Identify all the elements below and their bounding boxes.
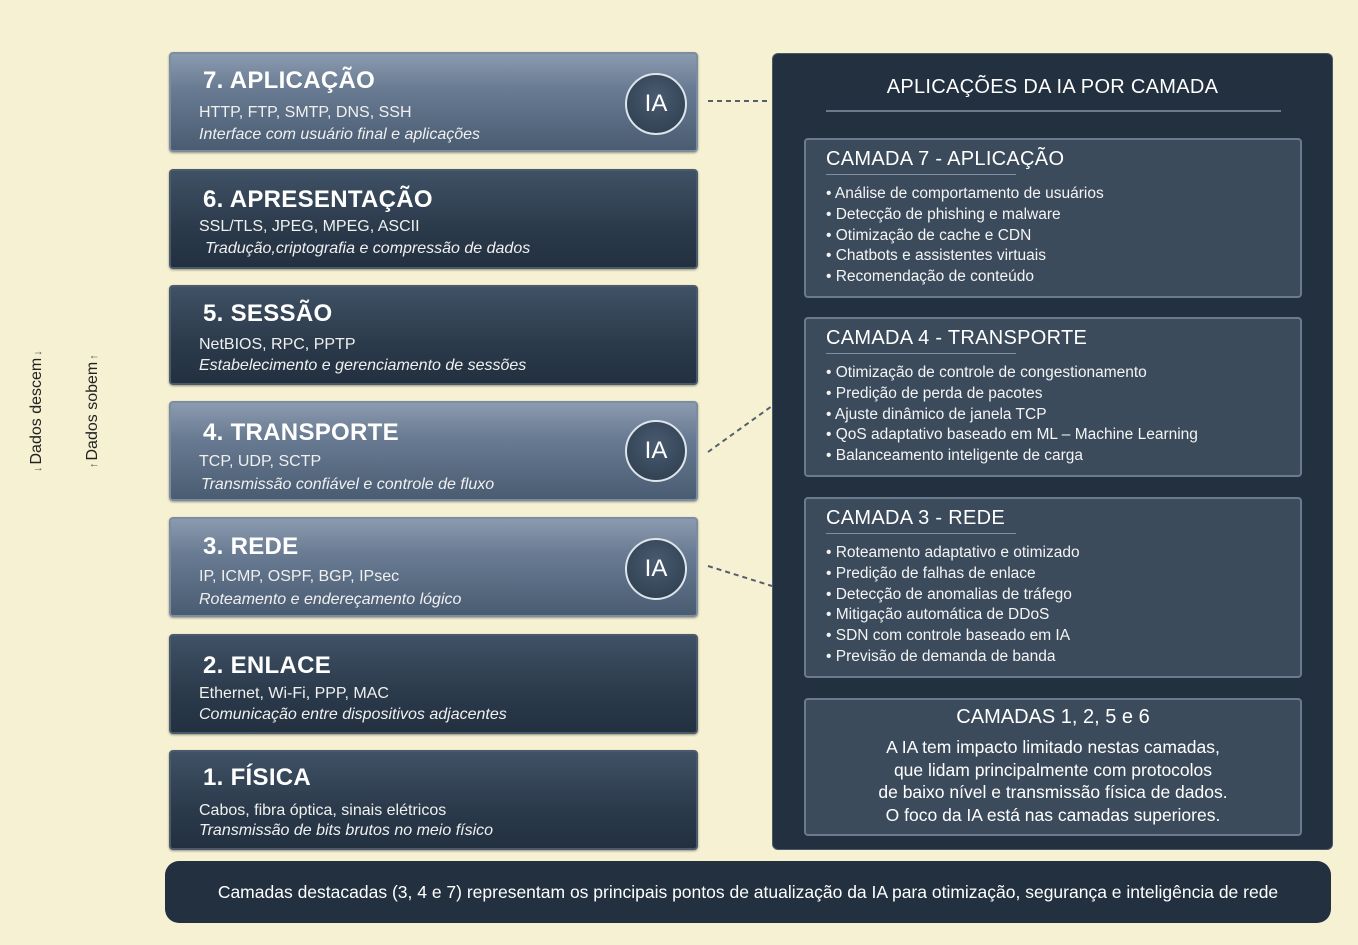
layer-description: Transmissão confiável e controle de fluxo — [201, 476, 495, 493]
card-text-line: O foco da IA está nas camadas superiores. — [885, 804, 1221, 825]
list-item: • Otimização de cache e CDN — [826, 226, 1104, 247]
list-item: • Predição de perda de pacotes — [826, 384, 1198, 405]
footer-note: Camadas destacadas (3, 4 e 7) representam os principais pontos de atualização da IA para otimização, segurança e inteligência de rede — [165, 861, 1331, 923]
data-down-text: Dados descem — [28, 357, 45, 465]
card-underline — [826, 533, 1016, 534]
layer-protocols: HTTP, FTP, SMTP, DNS, SSH — [199, 104, 412, 121]
layer-description: Tradução,criptografia e compressão de dados — [205, 240, 531, 257]
ia-badge: IA — [625, 420, 687, 482]
card-underline — [826, 353, 1016, 354]
panel-divider — [826, 110, 1281, 112]
data-up-text: Dados sobem — [84, 361, 101, 461]
layer-title: 5. SESSÃO — [203, 300, 333, 327]
layer-protocols: SSL/TLS, JPEG, MPEG, ASCII — [199, 218, 420, 235]
list-item: • Chatbots e assistentes virtuais — [826, 246, 1104, 267]
layer-description: Comunicação entre dispositivos adjacentes — [199, 706, 507, 723]
arrow-up-icon: ↑ — [88, 354, 100, 360]
layer-description: Roteamento e endereçamento lógico — [199, 591, 462, 608]
list-item: • Análise de comportamento de usuários — [826, 184, 1104, 205]
card-layer-4 — [804, 317, 1302, 477]
connector-layer-3 — [708, 566, 772, 586]
layer-description: Transmissão de bits brutos no meio físico — [199, 822, 494, 839]
list-item: • Roteamento adaptativo e otimizado — [826, 543, 1080, 564]
list-item: • Otimização de controle de congestionamento — [826, 363, 1198, 384]
card-text-line: A IA tem impacto limitado nestas camadas, — [886, 737, 1220, 757]
card-other-layers — [804, 698, 1302, 836]
list-item: • Recomendação de conteúdo — [826, 267, 1104, 288]
card-underline — [826, 174, 1016, 175]
arrow-up-icon: ↑ — [88, 462, 100, 468]
layer-description: Estabelecimento e gerenciamento de sessões — [199, 357, 527, 374]
list-item: • QoS adaptativo baseado em ML – Machine Learning — [826, 425, 1198, 446]
layer-title: 3. REDE — [203, 533, 299, 560]
layer-title: 1. FÍSICA — [203, 764, 312, 791]
card-layer-7 — [804, 138, 1302, 298]
connector-layer-4 — [708, 406, 772, 452]
layer-title: 2. ENLACE — [203, 652, 332, 679]
layer-protocols: Ethernet, Wi-Fi, PPP, MAC — [199, 685, 389, 702]
card-layer-3 — [804, 497, 1302, 678]
card-title: CAMADAS 1, 2, 5 e 6 — [956, 706, 1150, 728]
layer-protocols: NetBIOS, RPC, PPTP — [199, 336, 356, 353]
card-text-line: de baixo nível e transmissão física de dados. — [878, 782, 1228, 802]
layer-description: Interface com usuário final e aplicações — [199, 126, 481, 143]
list-item: • Predição de falhas de enlace — [826, 564, 1080, 585]
card-title: CAMADA 3 - REDE — [826, 507, 1005, 529]
list-item: • Detecção de anomalias de tráfego — [826, 585, 1080, 606]
list-item: • SDN com controle baseado em IA — [826, 626, 1080, 647]
panel-title: APLICAÇÕES DA IA POR CAMADA — [886, 76, 1219, 98]
layer-title: 6. APRESENTAÇÃO — [203, 186, 433, 213]
card-title: CAMADA 4 - TRANSPORTE — [826, 327, 1088, 349]
layer-title: 4. TRANSPORTE — [203, 419, 399, 446]
list-item: • Ajuste dinâmico de janela TCP — [826, 405, 1198, 426]
arrow-down-icon: ↓ — [32, 466, 44, 472]
list-item: • Mitigação automática de DDoS — [826, 605, 1080, 626]
list-item: • Detecção de phishing e malware — [826, 205, 1104, 226]
card-text — [806, 736, 1300, 826]
arrow-down-icon: ↓ — [32, 350, 44, 356]
card-item-list — [826, 363, 1198, 467]
layer-protocols: TCP, UDP, SCTP — [199, 453, 322, 470]
list-item: • Previsão de demanda de banda — [826, 647, 1080, 668]
card-title: CAMADA 7 - APLICAÇÃO — [826, 148, 1065, 170]
ai-applications-panel — [772, 53, 1333, 850]
layer-protocols: Cabos, fibra óptica, sinais elétricos — [199, 802, 447, 819]
card-item-list — [826, 184, 1104, 288]
list-item: • Balanceamento inteligente de carga — [826, 446, 1198, 467]
ia-badge: IA — [625, 538, 687, 600]
ia-badge: IA — [625, 73, 687, 135]
card-item-list — [826, 543, 1080, 668]
layer-title: 7. APLICAÇÃO — [203, 67, 376, 94]
card-text-line: que lidam principalmente com protocolos — [893, 759, 1213, 780]
layer-protocols: IP, ICMP, OSPF, BGP, IPsec — [199, 568, 400, 585]
